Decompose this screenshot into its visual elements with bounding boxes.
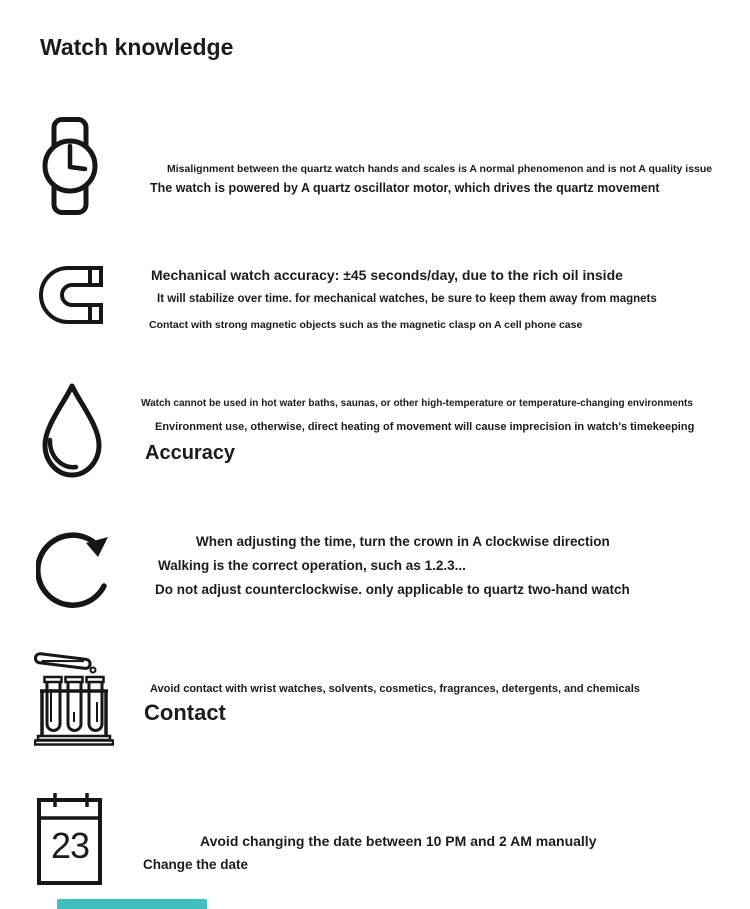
- crown-walking-note: Walking is the correct operation, such as 1.2.3...: [158, 558, 466, 573]
- chemicals-note: Avoid contact with wrist watches, solvents, cosmetics, fragrances, detergents, and chemicals: [150, 683, 640, 695]
- contact-heading: Contact: [144, 700, 226, 725]
- crown-counterclockwise-note: Do not adjust counterclockwise. only applicable to quartz two-hand watch: [155, 582, 630, 597]
- bottom-button-partial[interactable]: [57, 899, 207, 909]
- calendar-day: 23: [50, 825, 90, 866]
- quartz-movement-note: The watch is powered by A quartz oscillator motor, which drives the quartz movement: [150, 181, 660, 195]
- magnet-accuracy-heading: Mechanical watch accuracy: ±45 seconds/day, due to the rich oil inside: [151, 267, 623, 283]
- accuracy-heading: Accuracy: [145, 442, 236, 464]
- magnet-icon: [37, 264, 107, 326]
- quartz-misalignment-note: Misalignment between the quartz watch hands and scales is A normal phenomenon and is not A quality issue: [167, 163, 713, 175]
- crown-clockwise-note: When adjusting the time, turn the crown in A clockwise direction: [196, 534, 610, 549]
- rotate-clockwise-icon: [36, 527, 112, 609]
- water-drop-icon: [38, 383, 106, 481]
- magnet-contact-note: Contact with strong magnetic objects such as the magnetic clasp on A cell phone case: [149, 319, 583, 331]
- change-date-label: Change the date: [143, 857, 249, 872]
- magnet-stabilize-note: It will stabilize over time. for mechanical watches, be sure to keep them away from magnets: [157, 293, 657, 305]
- page-title: Watch knowledge: [40, 34, 234, 60]
- test-tubes-icon: [34, 644, 114, 746]
- date-change-warning: Avoid changing the date between 10 PM and 2 AM manually: [200, 833, 597, 849]
- temperature-warning-note: Watch cannot be used in hot water baths, saunas, or other high-temperature or temperature-changing environments: [141, 398, 693, 409]
- temperature-environment-note: Environment use, otherwise, direct heating of movement will cause imprecision in watch's timekeeping: [155, 421, 695, 433]
- wristwatch-icon: [42, 116, 98, 216]
